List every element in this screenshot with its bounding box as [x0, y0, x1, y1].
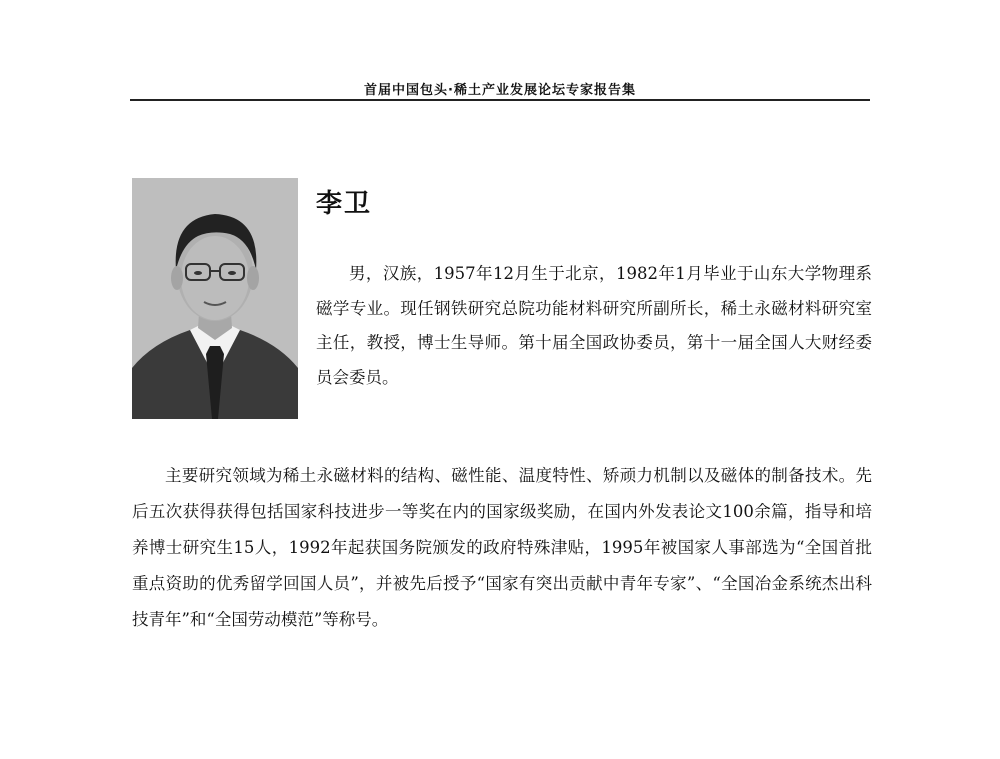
person-name: 李卫: [316, 189, 373, 219]
header-rule: [130, 99, 870, 101]
portrait-photo: [132, 178, 298, 419]
header-title: 首届中国包头·稀土产业发展论坛专家报告集: [364, 83, 636, 98]
research-paragraph: 主要研究领域为稀土永磁材料的结构、磁性能、温度特性、矫顽力机制以及磁体的制备技术。先后五次获得获得包括国家科技进步一等奖在内的国家级奖励，在国内外发表论文100余篇，指导和培养博士研究生15人，1992年起获国务院颁发的政府特殊津贴，1995年被国家人事部选为“全国首批重点资助的优秀留学回国人员”，并被先后授予“国家有突出贡献中青年专家”、“全国冶金系统杰出科技青年”和“全国劳动模范”等称号。: [132, 466, 872, 629]
bio-paragraph: 男，汉族，1957年12月生于北京，1982年1月毕业于山东大学物理系磁学专业。现任钢铁研究总院功能材料研究所副所长，稀土永磁材料研究室主任，教授，博士生导师。第十届全国政协委员，第十一届全国人大财经委员会委员。: [316, 264, 872, 387]
portrait-illustration: [132, 178, 298, 419]
